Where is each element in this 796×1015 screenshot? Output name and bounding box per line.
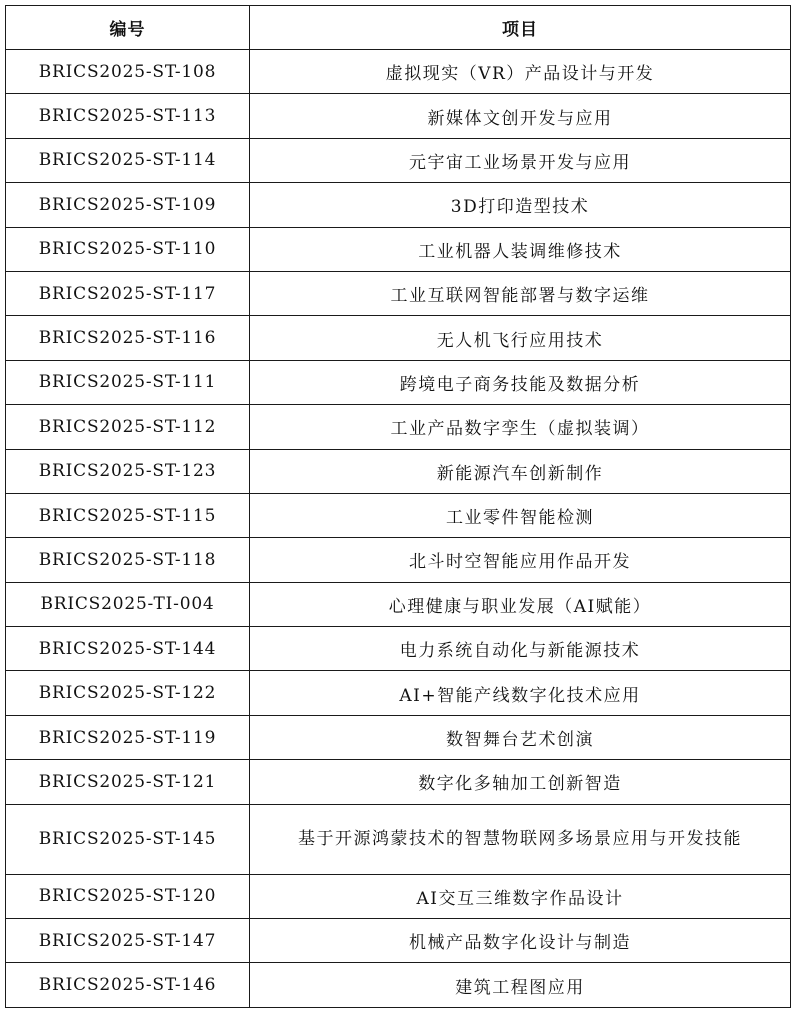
cell-code: BRICS2025-ST-115 — [6, 493, 250, 537]
cell-project: 电力系统自动化与新能源技术 — [250, 627, 791, 671]
cell-code: BRICS2025-ST-110 — [6, 227, 250, 271]
table-row — [6, 963, 791, 1007]
table-header — [6, 6, 791, 50]
cell-project: 无人机飞行应用技术 — [250, 316, 791, 360]
cell-code: BRICS2025-ST-119 — [6, 715, 250, 759]
cell-project: 新媒体文创开发与应用 — [250, 94, 791, 138]
cell-code: BRICS2025-ST-109 — [6, 183, 250, 227]
column-header-code: 编号 — [6, 6, 250, 50]
cell-code: BRICS2025-ST-113 — [6, 94, 250, 138]
cell-project: 北斗时空智能应用作品开发 — [250, 538, 791, 582]
header-row — [6, 6, 791, 50]
cell-project: 3D打印造型技术 — [250, 183, 791, 227]
table-row — [6, 804, 791, 874]
cell-project: 机械产品数字化设计与制造 — [250, 919, 791, 963]
table-row — [6, 227, 791, 271]
table-row — [6, 50, 791, 94]
table-row — [6, 449, 791, 493]
cell-code: BRICS2025-ST-112 — [6, 405, 250, 449]
table-row — [6, 919, 791, 963]
cell-code: BRICS2025-ST-147 — [6, 919, 250, 963]
cell-project: 跨境电子商务技能及数据分析 — [250, 360, 791, 404]
table-row — [6, 138, 791, 182]
table-row — [6, 627, 791, 671]
cell-code: BRICS2025-TI-004 — [6, 582, 250, 626]
cell-project: 工业机器人装调维修技术 — [250, 227, 791, 271]
column-header-project: 项目 — [250, 6, 791, 50]
cell-code: BRICS2025-ST-123 — [6, 449, 250, 493]
competition-table — [5, 5, 791, 1008]
cell-project: 工业零件智能检测 — [250, 493, 791, 537]
cell-project: 新能源汽车创新制作 — [250, 449, 791, 493]
cell-project: 数智舞台艺术创演 — [250, 715, 791, 759]
cell-project: AI交互三维数字作品设计 — [250, 874, 791, 918]
table-row — [6, 271, 791, 315]
table-row — [6, 316, 791, 360]
cell-project: 建筑工程图应用 — [250, 963, 791, 1007]
cell-code: BRICS2025-ST-111 — [6, 360, 250, 404]
table-row — [6, 183, 791, 227]
table-row — [6, 405, 791, 449]
table-row — [6, 671, 791, 715]
cell-code: BRICS2025-ST-114 — [6, 138, 250, 182]
cell-code: BRICS2025-ST-121 — [6, 760, 250, 804]
table-row — [6, 760, 791, 804]
cell-project: 基于开源鸿蒙技术的智慧物联网多场景应用与开发技能 — [250, 804, 791, 874]
cell-project: 数字化多轴加工创新智造 — [250, 760, 791, 804]
cell-code: BRICS2025-ST-146 — [6, 963, 250, 1007]
table-row — [6, 874, 791, 918]
cell-code: BRICS2025-ST-120 — [6, 874, 250, 918]
table-row — [6, 493, 791, 537]
cell-project: AI+智能产线数字化技术应用 — [250, 671, 791, 715]
cell-code: BRICS2025-ST-116 — [6, 316, 250, 360]
table-row — [6, 94, 791, 138]
cell-code: BRICS2025-ST-144 — [6, 627, 250, 671]
cell-code: BRICS2025-ST-122 — [6, 671, 250, 715]
cell-project: 工业互联网智能部署与数字运维 — [250, 271, 791, 315]
cell-project: 虚拟现实（VR）产品设计与开发 — [250, 50, 791, 94]
table-row — [6, 360, 791, 404]
cell-code: BRICS2025-ST-145 — [6, 804, 250, 874]
cell-code: BRICS2025-ST-108 — [6, 50, 250, 94]
table-row — [6, 582, 791, 626]
cell-project: 工业产品数字孪生（虚拟装调） — [250, 405, 791, 449]
cell-code: BRICS2025-ST-118 — [6, 538, 250, 582]
cell-project: 心理健康与职业发展（AI赋能） — [250, 582, 791, 626]
cell-project: 元宇宙工业场景开发与应用 — [250, 138, 791, 182]
table-row — [6, 538, 791, 582]
table-body — [6, 50, 791, 1008]
table-row — [6, 715, 791, 759]
cell-code: BRICS2025-ST-117 — [6, 271, 250, 315]
